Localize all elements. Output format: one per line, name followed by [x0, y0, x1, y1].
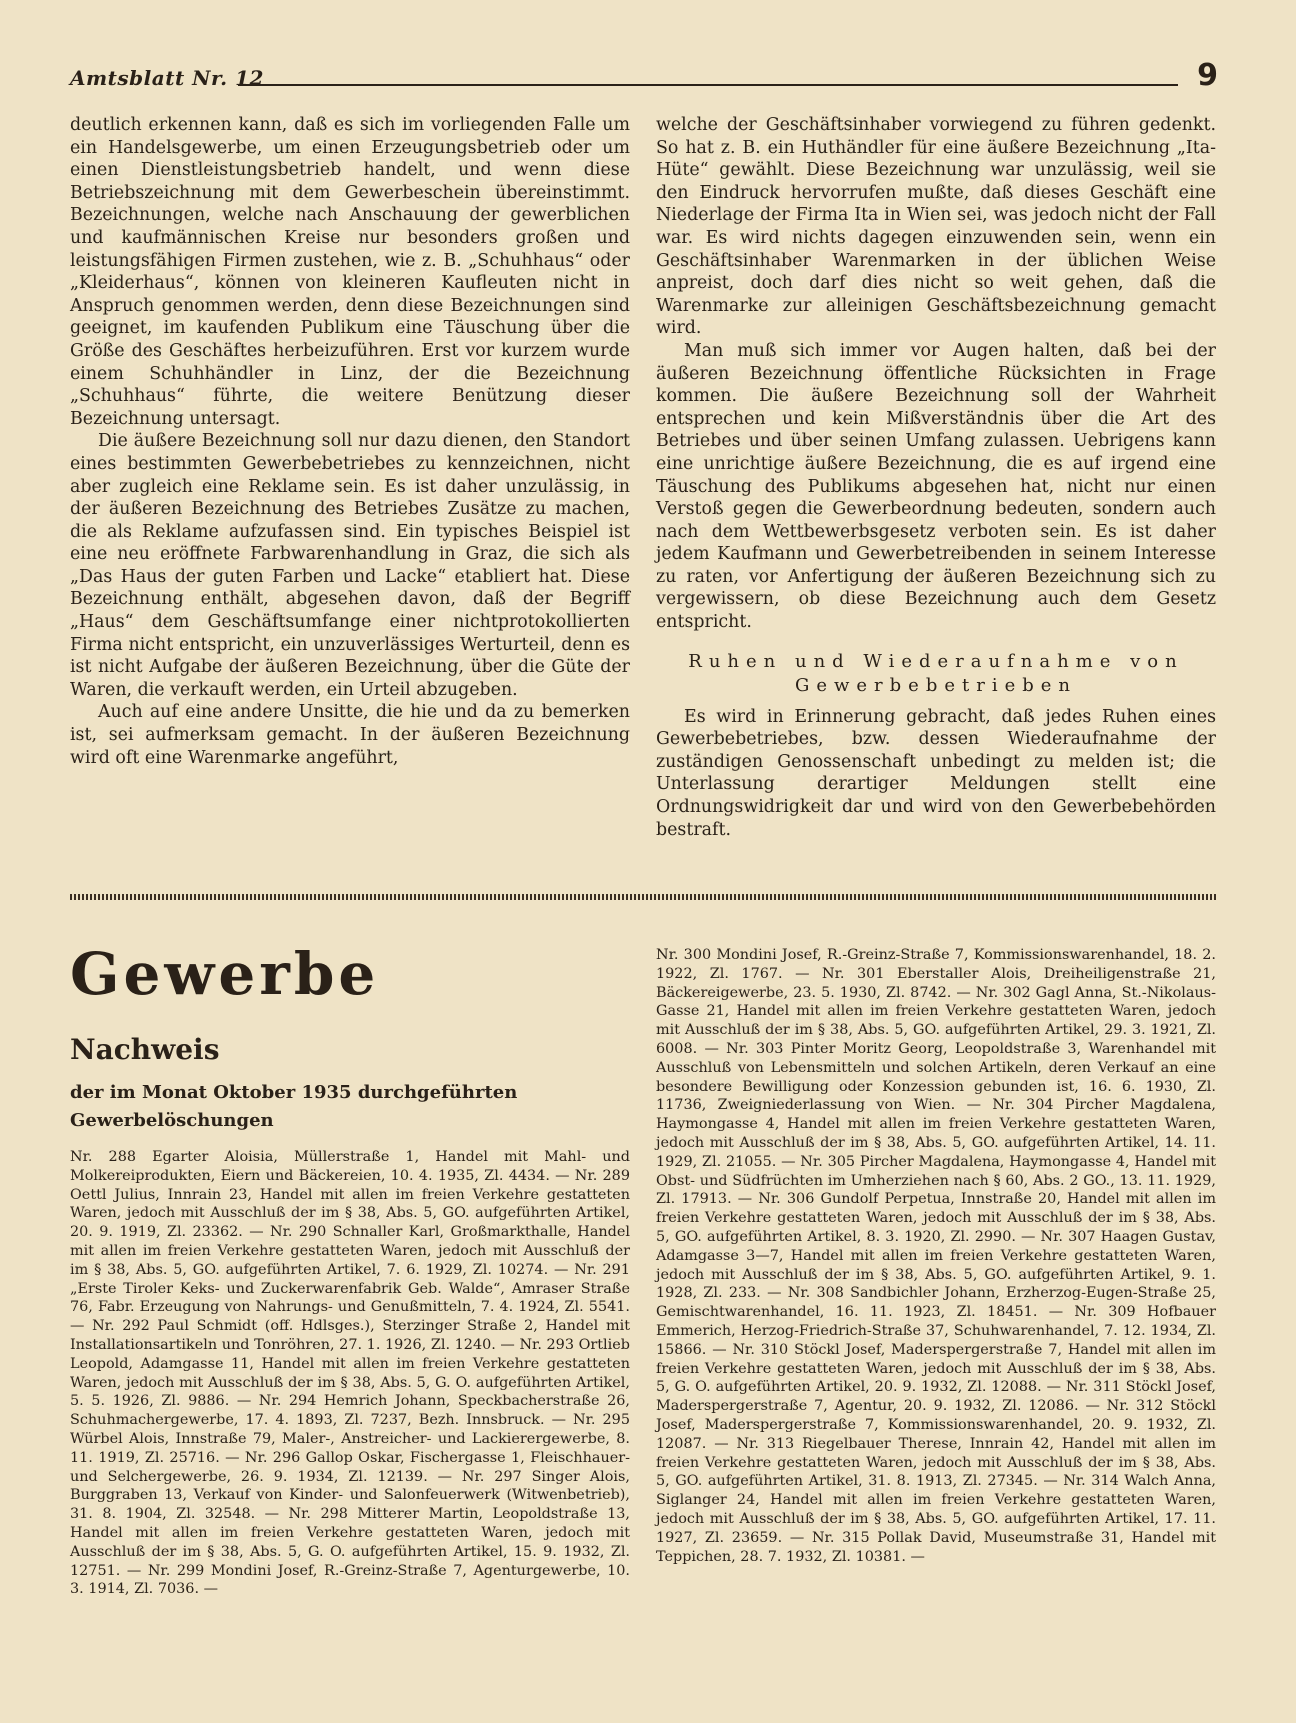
listing-column-left — [70, 1148, 630, 1599]
listing-text: Nr. 288 Egarter Aloisia, Müllerstraße 1, Handel mit Mahl- und Molkereiprodukten, Eiern und Bäckereien, 10. 4. 1935, Zl. 4434. — Nr. 289 Oettl Julius, Innrain 23, Handel mit allen im freien Verkehre gestatteten Waren, jedoch mit Ausschluß der im § 38, Abs. 5, GO. aufgeführten Artikel, 20. 9. 1919, Zl. 23362. — Nr. 290 Schnaller Karl, Großmarkthalle, Handel mit allen im freien Verkehre gestatteten Waren, jedoch mit Ausschluß der im § 38, Abs. 5, GO. aufgeführten Artikel, 7. 6. 1929, Zl. 10274. — Nr. 291 „Erste Tiroler Keks- und Zuckerwarenfabrik Geb. Walde“, Amraser Straße 76, Fabr. Erzeugung von Nahrungs- und Genußmitteln, 7. 4. 1924, Zl. 5541. — Nr. 292 Paul Schmidt (off. Hdlsges.), Sterzinger Straße 2, Handel mit Installationsartikeln und Tonröhren, 27. 1. 1926, Zl. 1240. — Nr. 293 Ortlieb Leopold, Adamgasse 11, Handel mit allen im freien Verkehre gestatteten Waren, jedoch mit Ausschluß der im § 38, Abs. 5, G. O. aufgeführten Artikel, 5. 5. 1926, Zl. 9886. — Nr. 294 Hemrich Johann, Speckbacherstraße 26, Schuhmachergewerbe, 17. 4. 1893, Zl. 7237, Bezh. Innsbruck. — Nr. 295 Würbel Alois, Innstraße 79, Maler-, Anstreicher- und Lackierergewerbe, 8. 11. 1919, Zl. 25716. — Nr. 296 Gallop Oskar, Fischergasse 1, Fleischhauer- und Selchergewerbe, 26. 9. 1934, Zl. 12139. — Nr. 297 Singer Alois, Burggraben 13, Verkauf von Kinder- und Salonfeuerwerk (Witwenbetrieb), 31. 8. 1904, Zl. 32548. — Nr. 298 Mitterer Martin, Leopoldstraße 13, Handel mit allen im freien Verkehre gestatteten Waren, jedoch mit Ausschluß der im § 38, Abs. 5, G. O. aufgeführten Artikel, 15. 9. 1932, Zl. 12751. — Nr. 299 Mondini Josef, R.-Greinz-Straße 7, Agenturgewerbe, 10. 3. 1914, Zl. 7036. — — [70, 1149, 630, 1598]
article-column-right — [656, 114, 1216, 841]
list-title: Nachweis — [70, 1033, 220, 1066]
list-subtitle: Gewerbelöschungen — [70, 1110, 274, 1131]
article-paragraph: Es wird in Erinnerung gebracht, daß jedes Ruhen eines Gewerbebetriebes, bzw. dessen Wiederaufnahme der zuständigen Genossenschaft unbedingt zu melden ist; die Unterlassung derartiger Meldungen stellt eine Ordnungswidrigkeit dar und wird von den Gewerbebehörden bestraft. — [656, 706, 1216, 840]
page-number: 9 — [1197, 58, 1218, 93]
section-title: Gewerbe — [70, 940, 380, 1008]
article-paragraph: Man muß sich immer vor Augen halten, daß bei der äußeren Bezeichnung öffentliche Rücksichten in Frage kommen. Die äußere Bezeichnung soll der Wahrheit entsprechen und kein Mißverständnis über die Art des Betriebes und über seinen Umfang zulassen. Uebrigens kann eine unrichtige äußere Bezeichnung, die es auf irgend eine Täuschung des Publikums abgesehen hat, nicht nur einen Verstoß gegen die Gewerbeordnung bedeuten, sondern auch nach dem Wettbewerbsgesetz verboten sein. Es ist daher jedem Kaufmann und Gewerbetreibenden in seinem Interesse zu raten, vor Anfertigung der äußeren Bezeichnung sich zu vergewissern, ob diese Bezeichnung auch dem Gesetz entspricht. — [656, 340, 1216, 633]
article-paragraph: deutlich erkennen kann, daß es sich im vorliegenden Falle um ein Handelsgewerbe, um einen Erzeugungsbetrieb oder um einen Dienstleistungsbetrieb handelt, und wenn diese Betriebszeichnung mit dem Gewerbeschein übereinstimmt. Bezeichnungen, welche nach Anschauung der gewerblichen und kaufmännischen Kreise nur besonders großen und leistungsfähigen Firmen zustehen, wie z. B. „Schuhhaus“ oder „Kleiderhaus“, können von kleineren Kaufleuten nicht in Anspruch genommen werden, denn diese Bezeichnungen sind geeignet, im kaufenden Publikum eine Täuschung über die Größe des Geschäftes herbeizuführen. Erst vor kurzem wurde einem Schuhhändler in Linz, der die Bezeichnung „Schuhhaus“ führte, die weitere Benützung dieser Bezeichnung untersagt. — [70, 115, 630, 429]
article-column-left — [70, 114, 630, 769]
section-subheading: Ruhen und Wiederaufnahme von Gewerbebetrieben — [688, 650, 1184, 696]
listing-column-right — [656, 946, 1216, 1566]
article-paragraph: welche der Geschäftsinhaber vorwiegend zu führen gedenkt. So hat z. B. ein Huthändler für eine äußere Bezeichnung „Ita-Hüte“ gewählt. Diese Bezeichnung war unzulässig, weil sie den Eindruck hervorrufen mußte, daß dieses Geschäft eine Niederlage der Firma Ita in Wien sei, was jedoch nicht der Fall war. Es wird nichts dagegen einzuwenden sein, wenn ein Geschäftsinhaber Warenmarken in der üblichen Weise anpreist, doch darf dies nicht so weit gehen, daß die Warenmarke zur alleinigen Geschäftsbezeichnung gemacht wird. — [656, 115, 1216, 339]
journal-title: Amtsblatt Nr. 12 — [70, 66, 264, 90]
list-subtitle: der im Monat Oktober 1935 durchgeführten — [70, 1082, 518, 1103]
listing-text: Nr. 300 Mondini Josef, R.-Greinz-Straße 7, Kommissionswarenhandel, 18. 2. 1922, Zl. 1767. — Nr. 301 Eberstaller Alois, Dreiheiligenstraße 21, Bäckereigewerbe, 23. 5. 1930, Zl. 8742. — Nr. 302 Gagl Anna, St.-Nikolaus-Gasse 21, Handel mit allen im freien Verkehre gestatteten Waren, jedoch mit Ausschluß der im § 38, Abs. 5, GO. aufgeführten Artikel, 29. 3. 1921, Zl. 6008. — Nr. 303 Pinter Moritz Georg, Leopoldstraße 3, Warenhandel mit Ausschluß von Lebensmitteln und solchen Artikeln, deren Verkauf an eine besondere Bewilligung oder Konzession gebunden ist, 16. 6. 1930, Zl. 11736, Zweigniederlassung von Wien. — Nr. 304 Pircher Magdalena, Haymongasse 4, Handel mit allen im freien Verkehre gestatteten Waren, jedoch mit Ausschluß der im § 38, Abs. 5, GO. aufgeführten Artikel, 14. 11. 1929, Zl. 21055. — Nr. 305 Pircher Magdalena, Haymongasse 4, Handel mit Obst- und Südfrüchten im Umherziehen nach § 60, Abs. 2 GO., 13. 11. 1929, Zl. 17913. — Nr. 306 Gundolf Perpetua, Innstraße 20, Handel mit allen im freien Verkehre gestatteten Waren, jedoch mit Ausschluß der im § 38, Abs. 5, GO. aufgeführten Artikel, 8. 3. 1920, Zl. 2990. — Nr. 307 Haagen Gustav, Adamgasse 3—7, Handel mit allen im freien Verkehre gestatteten Waren, jedoch mit Ausschluß der im § 38, Abs. 5, GO. aufgeführten Artikel, 9. 1. 1928, Zl. 233. — Nr. 308 Sandbichler Johann, Erzherzog-Eugen-Straße 25, Gemischtwarenhandel, 16. 11. 1923, Zl. 18451. — Nr. 309 Hofbauer Emmerich, Herzog-Friedrich-Straße 37, Schuhwarenhandel, 7. 12. 1934, Zl. 15866. — Nr. 310 Stöckl Josef, Maderspergerstraße 7, Handel mit allen im freien Verkehre gestatteten Waren, jedoch mit Ausschluß der im § 38, Abs. 5, G. O. aufgeführten Artikel, 20. 9. 1932, Zl. 12088. — Nr. 311 Stöckl Josef, Maderspergerstraße 7, Agentur, 20. 9. 1932, Zl. 12086. — Nr. 312 Stöckl Josef, Maderspergerstraße 7, Kommissionswarenhandel, 20. 9. 1932, Zl. 12087. — Nr. 313 Riegelbauer Therese, Innrain 42, Handel mit allen im freien Verkehre gestatteten Waren, jedoch mit Ausschluß der im § 38, Abs. 5, GO. aufgeführten Artikel, 31. 8. 1913, Zl. 27345. — Nr. 314 Walch Anna, Siglanger 24, Handel mit allen im freien Verkehre gestatteten Waren, jedoch mit Ausschluß der im § 38, Abs. 5, GO. aufgeführten Artikel, 17. 11. 1927, Zl. 23659. — Nr. 315 Pollak David, Museumstraße 31, Handel mit Teppichen, 28. 7. 1932, Zl. 10381. — — [656, 947, 1216, 1565]
section-divider — [70, 894, 1218, 900]
article-paragraph: Auch auf eine andere Unsitte, die hie und da zu bemerken ist, sei aufmerksam gemacht. In der äußeren Bezeichnung wird oft eine Warenmarke angeführt, — [70, 702, 630, 768]
page-header — [70, 60, 1218, 94]
article-paragraph: Die äußere Bezeichnung soll nur dazu dienen, den Standort eines bestimmten Gewerbebetriebes zu kennzeichnen, nicht aber zugleich eine Reklame sein. Es ist daher unzulässig, in der äußeren Bezeichnung des Betriebes Zusätze zu machen, die als Reklame aufzufassen sind. Ein typisches Beispiel ist eine neu eröffnete Farbwarenhandlung in Graz, die sich als „Das Haus der guten Farben und Lacke“ etabliert hat. Diese Bezeichnung enthält, abgesehen davon, daß der Begriff „Haus“ dem Geschäftsumfange einer nichtprotokollierten Firma nicht entspricht, ein unzuverlässiges Werturteil, denn es ist nicht Aufgabe der äußeren Bezeichnung, über die Güte der Waren, die verkauft werden, ein Urteil abzugeben. — [70, 431, 630, 700]
header-rule — [238, 84, 1178, 86]
